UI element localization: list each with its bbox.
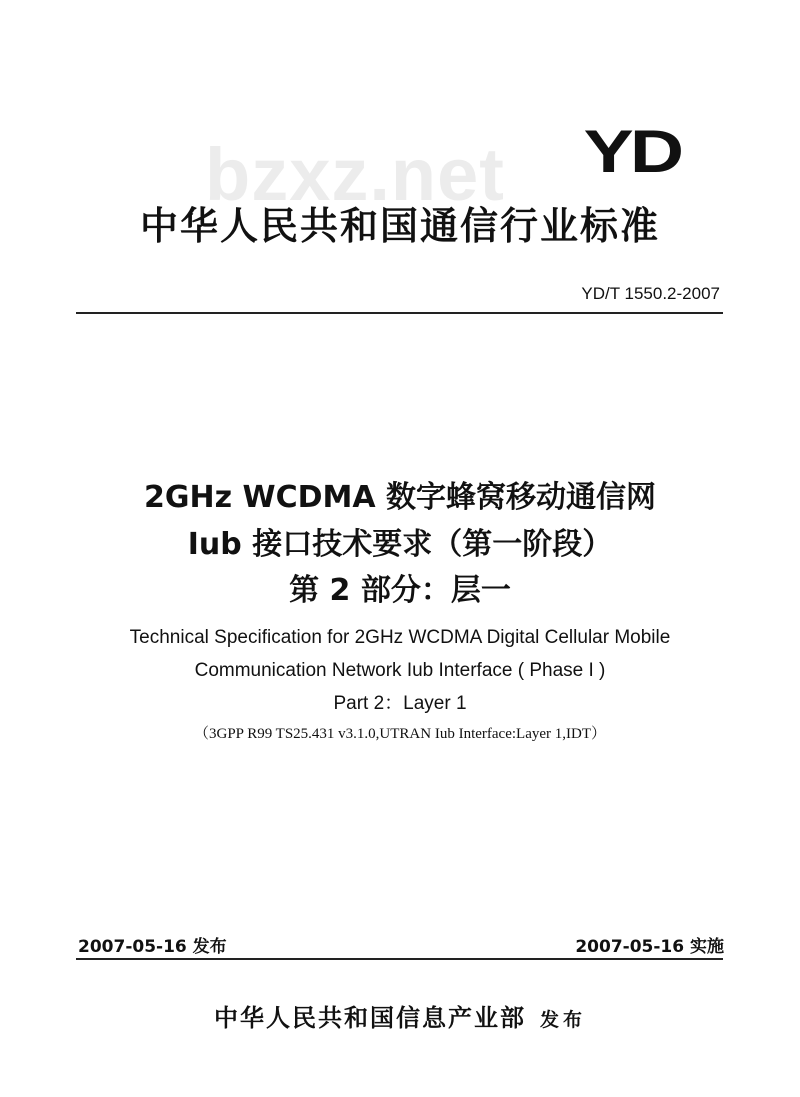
title-cn-line1: 2GHz WCDMA 数字蜂窝移动通信网 [143, 480, 657, 515]
issuer-name: 中华人民共和国信息产业部 [213, 1003, 526, 1032]
title-en-line3: Part 2：Layer 1 [333, 693, 467, 714]
issue-date: 2007-05-16 发布 [78, 937, 227, 957]
issuer-suffix: 发布 [539, 1009, 586, 1031]
yd-logo: YD [583, 118, 680, 185]
watermark: bzxz.net [205, 133, 505, 216]
organization-title: 中华人民共和国通信行业标准 [139, 204, 660, 248]
title-en-note: （3GPP R99 TS25.431 v3.1.0,UTRAN Iub Interface:Layer 1,IDT） [193, 726, 607, 742]
bottom-divider [76, 958, 723, 960]
title-en-line2: Communication Network Iub Interface ( Phase I ) [194, 660, 606, 681]
title-en-line1: Technical Specification for 2GHz WCDMA Digital Cellular Mobile [129, 627, 671, 648]
standard-number: YD/T 1550.2-2007 [581, 284, 720, 303]
top-divider [76, 312, 723, 314]
effective-date: 2007-05-16 实施 [575, 937, 724, 957]
issuer [0, 998, 800, 1033]
title-cn-line3: 第 2 部分：层一 [289, 573, 511, 608]
title-cn-line2: Iub 接口技术要求（第一阶段） [187, 527, 613, 562]
